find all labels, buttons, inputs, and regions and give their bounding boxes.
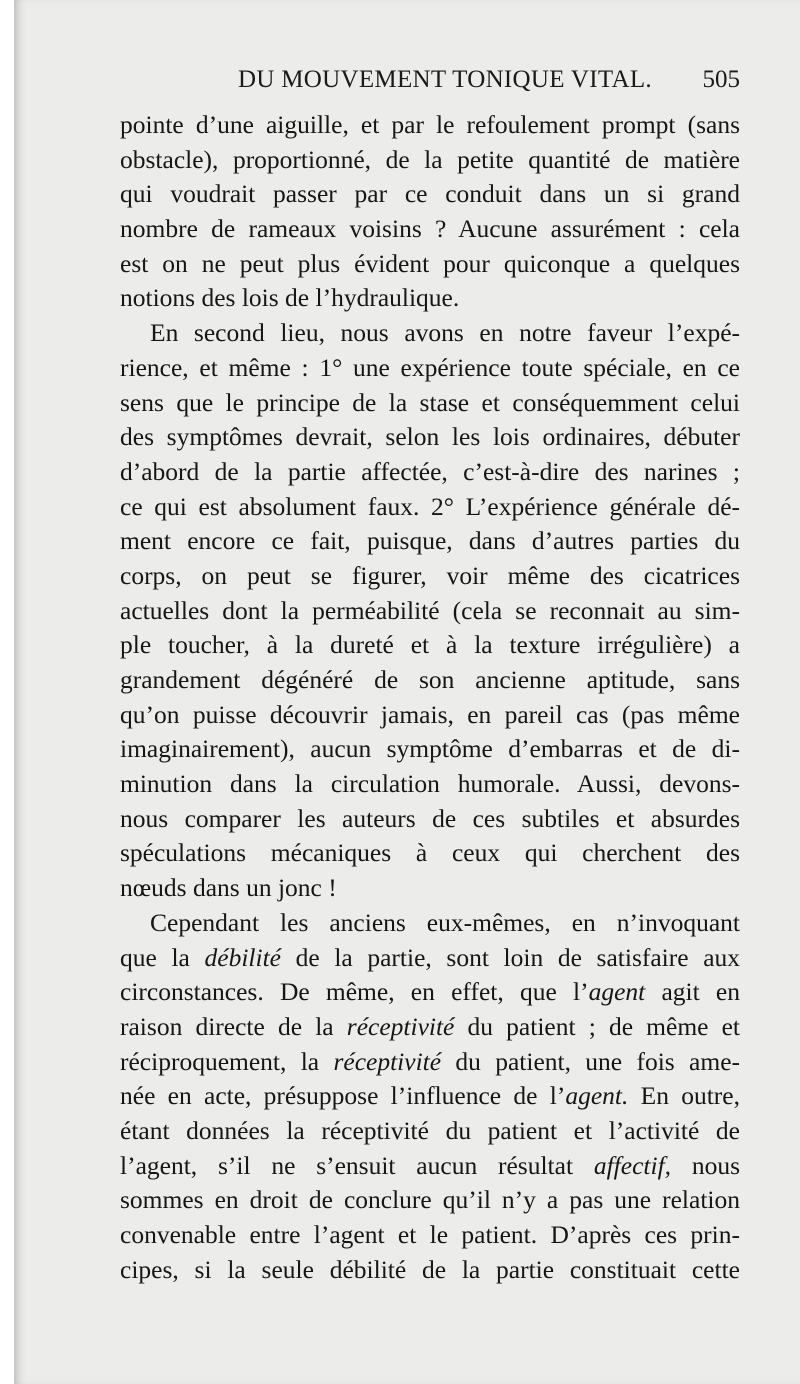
text-run: que la xyxy=(120,942,190,972)
text-line: nous comparer les auteurs de ces subtiles et absurdes xyxy=(120,803,740,833)
text-run: circonstances. De même, en effet, que l’ xyxy=(120,977,589,1007)
text-line: qu’on puisse découvrir jamais, en pareil cas (pas même xyxy=(120,699,740,729)
paragraph xyxy=(120,108,740,316)
text-line: rience, et même : 1° une expérience toute spéciale, en ce xyxy=(120,352,740,382)
text-line xyxy=(120,1149,740,1184)
body-text xyxy=(120,108,740,1287)
text-line: minution dans la circulation humorale. Aussi, devons- xyxy=(120,769,740,799)
text-line: spéculations mécaniques à ceux qui cherchent des xyxy=(120,838,740,868)
text-run: née en acte, présuppose l’influence de l’ xyxy=(120,1081,566,1111)
text-line: En second lieu, nous avons en notre faveur l’expé- xyxy=(150,318,740,348)
text-line: corps, on peut se figurer, voir même des cicatrices xyxy=(120,560,740,590)
text-line xyxy=(120,1079,740,1114)
text-line: nœuds dans un jonc ! xyxy=(120,873,337,903)
running-head xyxy=(120,66,740,102)
paragraph xyxy=(120,316,740,906)
text-line: grandement dégénéré de son ancienne aptitude, sans xyxy=(120,665,740,694)
text-line: ple toucher, à la dureté et à la texture irrégulière) a xyxy=(120,630,740,660)
running-head-title: DU MOUVEMENT TONIQUE VITAL. xyxy=(238,66,652,93)
text-line: ment encore ce fait, puisque, dans d’autres parties du xyxy=(120,526,740,556)
text-line xyxy=(120,975,740,1010)
text-run: En outre, xyxy=(640,1081,740,1111)
text-run: raison directe de la xyxy=(120,1011,334,1041)
text-line: des symptômes devrait, selon les lois ordinaires, débuter xyxy=(120,422,740,452)
text-line: étant données la réceptivité du patient et l’activité de xyxy=(120,1115,740,1145)
text-line: cipes, si la seule débilité de la partie constituait cette xyxy=(120,1254,740,1284)
text-run: l’agent, s’il ne s’ensuit aucun résultat xyxy=(120,1150,574,1180)
italic-term: réceptivité xyxy=(346,1011,455,1041)
text-line: Cependant les anciens eux-mêmes, en n’invoquant xyxy=(150,907,740,937)
italic-term: agent. xyxy=(565,1081,629,1111)
text-line xyxy=(120,941,740,976)
text-line: sommes en droit de conclure qu’il n’y a pas une relation xyxy=(120,1185,740,1215)
text-line xyxy=(120,1045,740,1080)
italic-term: débilité xyxy=(204,942,281,972)
text-line: est on ne peut plus évident pour quiconque a quelques xyxy=(120,248,740,278)
text-line: pointe d’une aiguille, et par le refoulement prompt (sans xyxy=(120,110,740,139)
text-run: de la partie, sont loin de satisfaire aux xyxy=(295,942,741,972)
text-run: du patient ; de même et xyxy=(467,1011,741,1041)
text-run: nous xyxy=(691,1150,741,1180)
italic-term: affectif, xyxy=(593,1150,672,1180)
text-line: ce qui est absolument faux. 2° L’expérience générale dé- xyxy=(120,491,740,521)
text-line: qui voudrait passer par ce conduit dans un si grand xyxy=(120,179,740,209)
italic-term: réceptivité xyxy=(333,1046,442,1076)
italic-term: agent xyxy=(588,977,646,1007)
text-line: imaginairement), aucun symptôme d’embarras et de di- xyxy=(120,734,740,764)
book-page xyxy=(14,0,800,1384)
text-run: agit en xyxy=(661,977,740,1007)
text-line: convenable entre l’agent et le patient. D’après ces prin- xyxy=(120,1220,740,1249)
text-line: sens que le principe de la stase et conséquemment celui xyxy=(120,387,740,417)
text-line: obstacle), proportionné, de la petite quantité de matière xyxy=(120,144,740,174)
page-number: 505 xyxy=(702,66,740,93)
text-line: actuelles dont la perméabilité (cela se reconnait au sim- xyxy=(120,595,740,625)
text-line: d’abord de la partie affectée, c’est-à-dire des narines ; xyxy=(120,456,740,486)
text-run: réciproquement, la xyxy=(120,1046,320,1076)
paragraph xyxy=(120,906,740,1288)
text-line: notions des lois de l’hydraulique. xyxy=(120,283,460,313)
text-line: nombre de rameaux voisins ? Aucune assurément : cela xyxy=(120,214,740,244)
text-line xyxy=(120,1010,740,1045)
text-run: du patient, une fois ame- xyxy=(455,1046,740,1076)
